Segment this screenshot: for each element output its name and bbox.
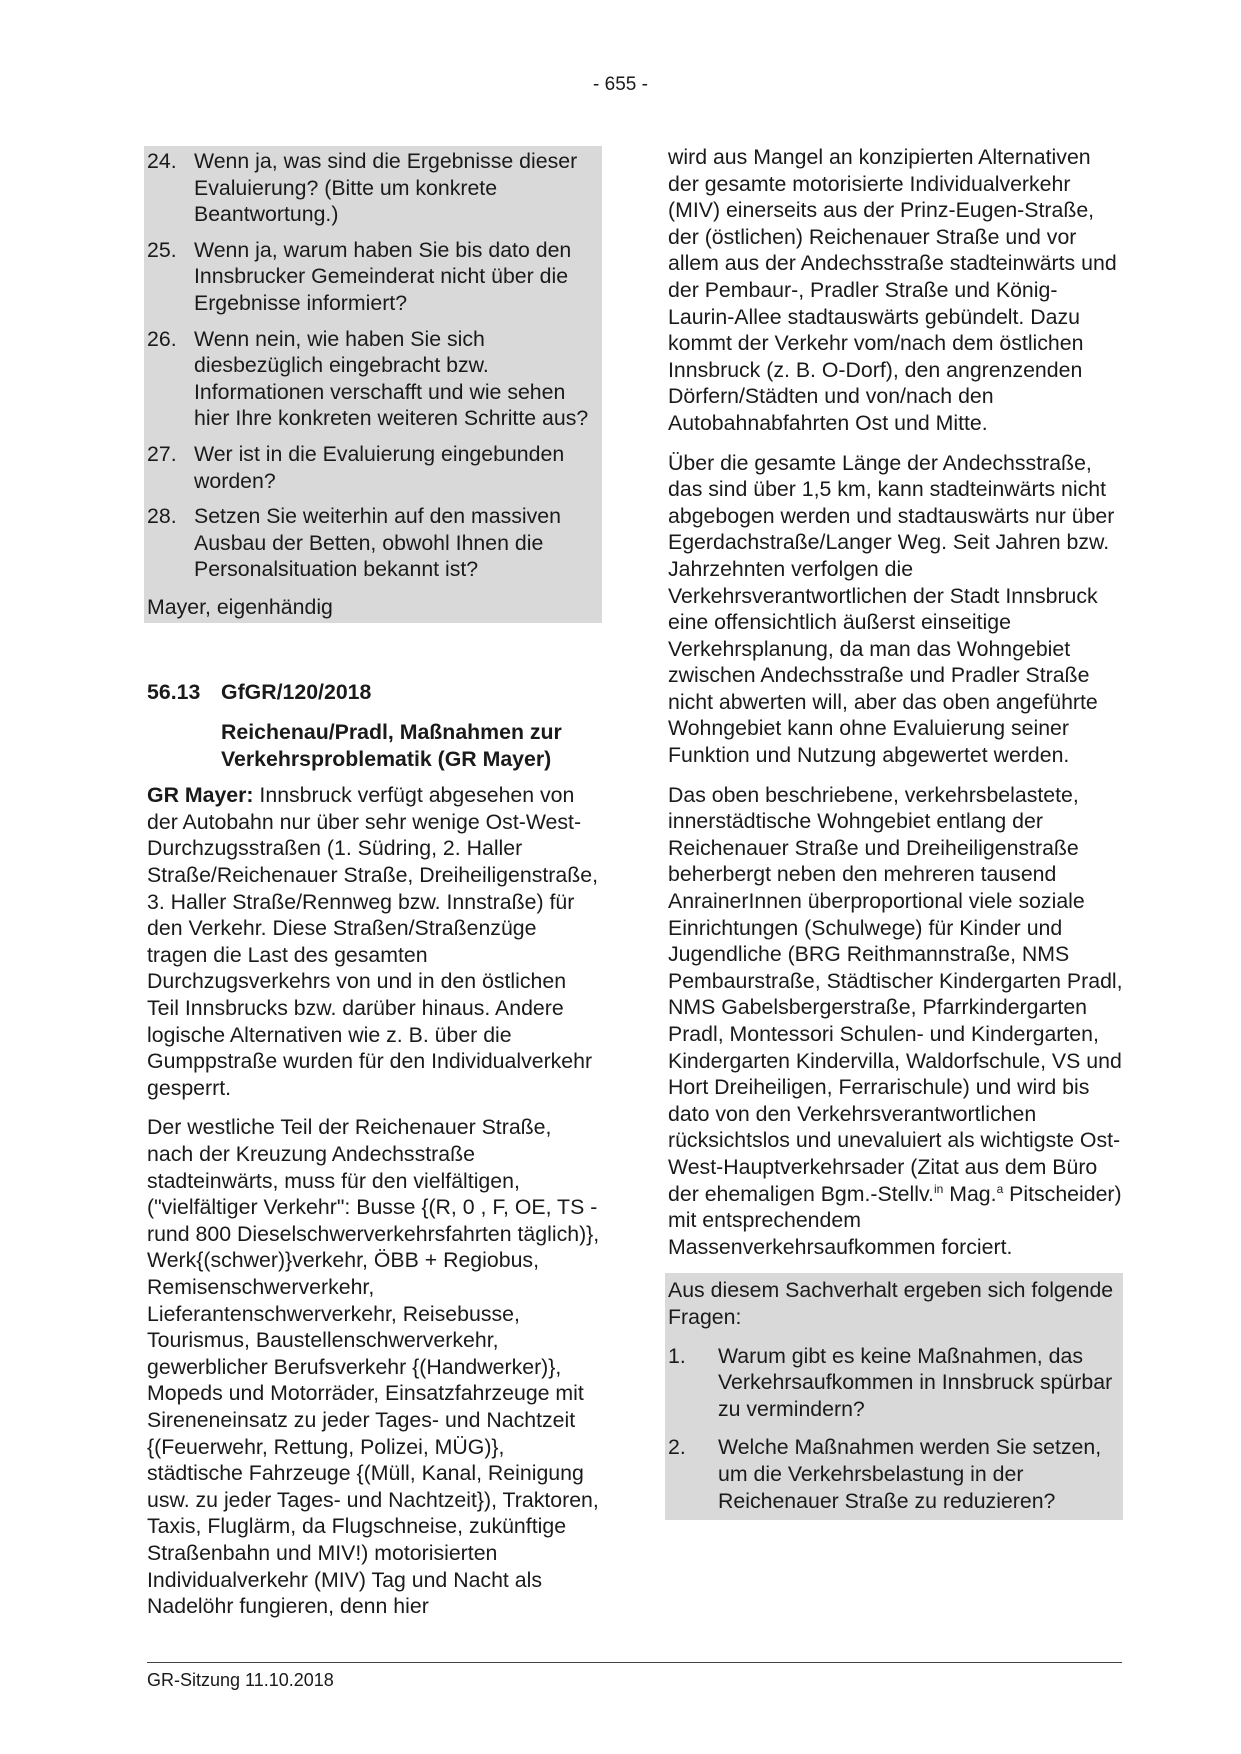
question-item [668, 1343, 1117, 1423]
question-item [668, 1434, 1117, 1514]
signature: Mayer, eigenhändig [147, 594, 333, 619]
question-number: 24. [147, 149, 177, 173]
question-number: 28. [147, 504, 177, 529]
question-number: 1. [668, 1343, 686, 1368]
section-title: Reichenau/Pradl, Maßnahmen zur Verkehrsproblematik (GR Mayer) [221, 720, 562, 771]
paragraph-text: Pitscheider) mit entsprechendem Massenverkehrsaufkommen forciert. [668, 1181, 1122, 1259]
question-item [147, 148, 598, 228]
body-paragraph: wird aus Mangel an konzipierten Alternativen der gesamte motorisierte Individualverkehr (MIV) einerseits aus der Prinz-Eugen-Straße, der (östlichen) Reichenauer Straße und vor allem aus der Andechsstraße stadteinwärts und der Pembaur-, Pradler Straße und König-Laurin-Allee stadtauswärts gebündelt. Dazu kommt der Verkehr vom/nach dem östlichen Innsbruck (z. B. O-Dorf), den angrenzenden Dörfern/Städten und von/nach den Autobahnabfahrten Ost und Mitte. [668, 145, 1117, 435]
page-number: - 655 - [593, 74, 648, 95]
question-item [147, 326, 598, 432]
section-heading [147, 679, 602, 706]
question-number: 25. [147, 237, 177, 262]
question-number: 27. [147, 441, 177, 466]
body-paragraph: Der westliche Teil der Reichenauer Straße, nach der Kreuzung Andechsstraße stadteinwärts, muss für den vielfältigen, ("vielfältiger Verkehr": Busse {(R, 0 , F, OE, TS - rund 800 Dieselschwerverkehrsfahrten täglich)}, Werk{(schwer)}verkehr, ÖBB + Regiobus, Remisenschwerverkehr, Lieferantenschwerverkehr, Reisebusse, Tourismus, Baustellenschwerverkehr, gewerblicher Berufsverkehr {(Handwerker)}, Mopeds und Motorräder, Einsatzfahrzeuge mit Sireneneinsatz zu jeder Tages- und Nachtzeit {(Feuerwehr, Rettung, Polizei, MÜG)}, städtische Fahrzeuge {(Müll, Kanal, Reinigung usw. zu jeder Tages- und Nachtzeit}), Traktoren, Taxis, Fluglärm, da Flugschneise, zukünftige Straßenbahn und MIV!) motorisierten Individualverkehr (MIV) Tag und Nacht als Nadelöhr fungieren, denn hier [147, 1115, 600, 1619]
superscript: a [996, 1181, 1004, 1196]
right-column [668, 146, 1123, 1520]
body-paragraph [668, 782, 1123, 1261]
question-text: Setzen Sie weiterhin auf den massiven Ausbau der Betten, obwohl Ihnen die Personalsituation bekannt ist? [194, 504, 561, 582]
question-block-left [144, 146, 602, 623]
question-text: Wenn nein, wie haben Sie sich diesbezüglich eingebracht bzw. Informationen verschafft und wie sehen hier Ihre konkreten weiteren Schritte aus? [194, 326, 589, 431]
question-block-right [665, 1273, 1123, 1520]
paragraph-text: Das oben beschriebene, verkehrsbelastete, innerstädtische Wohngebiet entlang der Reichenauer Straße und Dreiheiligenstraße beherbergt neben den mehreren tausend AnrainerInnen überproportional viele soziale Einrichtungen (Schulwege) für Kinder und Jugendliche (BRG Reithmannstraße, NMS Pembaurstraße, Städtischer Kindergarten Pradl, NMS Gabelsbergerstraße, Pfarrkindergarten Pradl, Montessori Schulen- und Kindergarten, Kindergarten Kindervilla, Waldorfschule, VS und Hort Dreiheiligen, Ferrarischule) und wird bis dato von den Verkehrsverantwortlichen rücksichtslos und unevaluiert als wichtigste Ost-West-Hauptverkehrsader (Zitat aus dem Büro der ehemaligen Bgm.-Stellv. [668, 782, 1123, 1206]
paragraph-text: Mag. [943, 1181, 997, 1206]
question-item [147, 503, 598, 583]
question-text: Wenn ja, warum haben Sie bis dato den Innsbrucker Gemeinderat nicht über die Ergebnisse informiert? [194, 237, 572, 315]
question-text: Warum gibt es keine Maßnahmen, das Verkehrsaufkommen in Innsbruck spürbar zu vermindern? [718, 1343, 1113, 1421]
question-number: 2. [668, 1435, 686, 1460]
section-code: GfGR/120/2018 [221, 679, 372, 704]
question-text: Wenn ja, was sind die Ergebnisse dieser Evaluierung? (Bitte um konkrete Beantwortung.) [194, 149, 578, 227]
section-number: 56.13 [147, 679, 201, 704]
speaker-label: GR Mayer: [147, 783, 254, 808]
question-text: Wer ist in die Evaluierung eingebunden worden? [194, 441, 565, 493]
question-text: Welche Maßnahmen werden Sie setzen, um die Verkehrsbelastung in der Reichenauer Straße zu reduzieren? [718, 1435, 1102, 1513]
footer-text: GR-Sitzung 11.10.2018 [147, 1670, 334, 1690]
body-paragraph [147, 782, 602, 1101]
question-number: 26. [147, 326, 177, 351]
question-item [147, 441, 598, 494]
footer-divider [147, 1662, 1122, 1663]
left-column [147, 146, 602, 1633]
superscript: in [933, 1181, 944, 1196]
body-paragraph: Über die gesamte Länge der Andechsstraße, das sind über 1,5 km, kann stadteinwärts nicht abgebogen werden und stadtauswärts nur über Egerdachstraße/Langer Weg. Seit Jahren bzw. Jahrzehnten verfolgen die Verkehrsverantwortlichen der Stadt Innsbruck eine offensichtlich äußerst einseitige Verkehrsplanung, da man das Wohngebiet zwischen Andechsstraße und Pradler Straße nicht abwerten will, aber das oben angeführte Wohngebiet kann ohne Evaluierung seiner Funktion und Nutzung abgewertet werden. [668, 450, 1115, 768]
paragraph-text: Innsbruck verfügt abgesehen von der Autobahn nur über sehr wenige Ost-West-Durchzugsstraßen (1. Südring, 2. Haller Straße/Reichenauer Straße, Dreiheiligenstraße, 3. Haller Straße/Rennweg bzw. Innstraße) für den Verkehr. Diese Straßen/Straßenzüge tragen die Last des gesamten Durchzugsverkehrs von und in den östlichen Teil Innsbrucks bzw. darüber hinaus. Andere logische Alternativen wie z. B. über die Gumppstraße wurden für den Individualverkehr gesperrt. [147, 783, 598, 1100]
question-item [147, 237, 598, 317]
questions-intro: Aus diesem Sachverhalt ergeben sich folgende Fragen: [668, 1278, 1114, 1329]
